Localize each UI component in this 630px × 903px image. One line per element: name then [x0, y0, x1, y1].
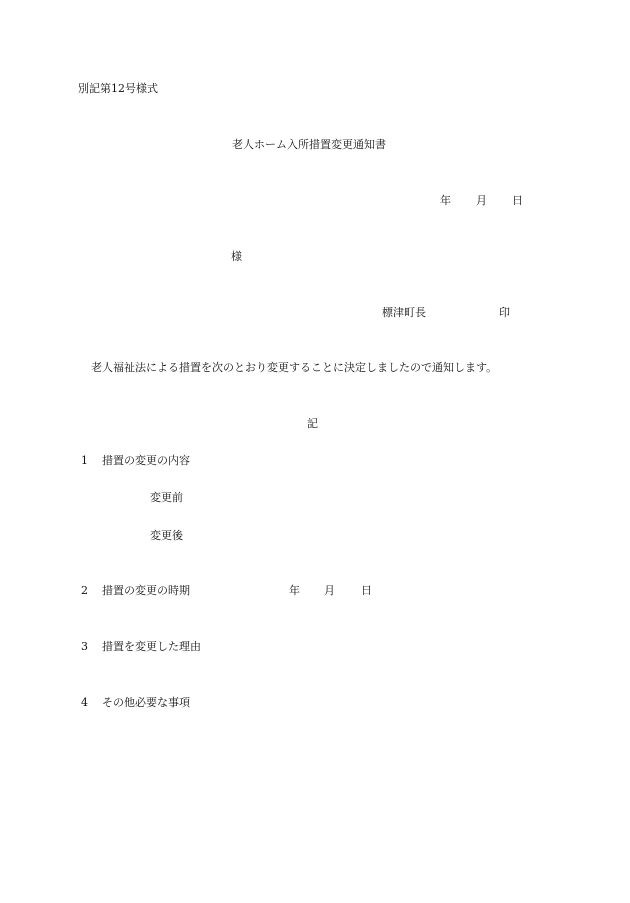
addressee-suffix: 様 — [231, 250, 242, 263]
change-date-month: 月 — [324, 584, 335, 597]
document-title: 老人ホーム入所措置変更通知書 — [232, 138, 386, 151]
form-label: 別記第12号様式 — [78, 82, 158, 95]
body-text: 老人福祉法による措置を次のとおり変更することに決定しましたので通知します。 — [91, 361, 498, 374]
item-label: 措置の変更の内容 — [102, 454, 190, 467]
item-number: 3 — [81, 640, 88, 653]
change-date-day: 日 — [361, 584, 372, 597]
item-label: その他必要な事項 — [102, 696, 190, 709]
item-number: 1 — [81, 454, 88, 467]
issue-date-month: 月 — [476, 194, 487, 207]
seal-mark: 印 — [499, 306, 510, 319]
item-number: 2 — [81, 584, 88, 597]
change-date-year: 年 — [289, 584, 300, 597]
ki-heading: 記 — [307, 417, 318, 430]
item-label: 措置の変更の時期 — [102, 584, 190, 597]
sub-item-before: 変更前 — [150, 491, 183, 504]
issue-date-year: 年 — [440, 194, 451, 207]
issue-date-day: 日 — [512, 194, 523, 207]
item-label: 措置を変更した理由 — [102, 640, 201, 653]
issuer-name: 標津町長 — [382, 306, 426, 319]
sub-item-after: 変更後 — [150, 529, 183, 542]
item-number: 4 — [81, 696, 88, 709]
